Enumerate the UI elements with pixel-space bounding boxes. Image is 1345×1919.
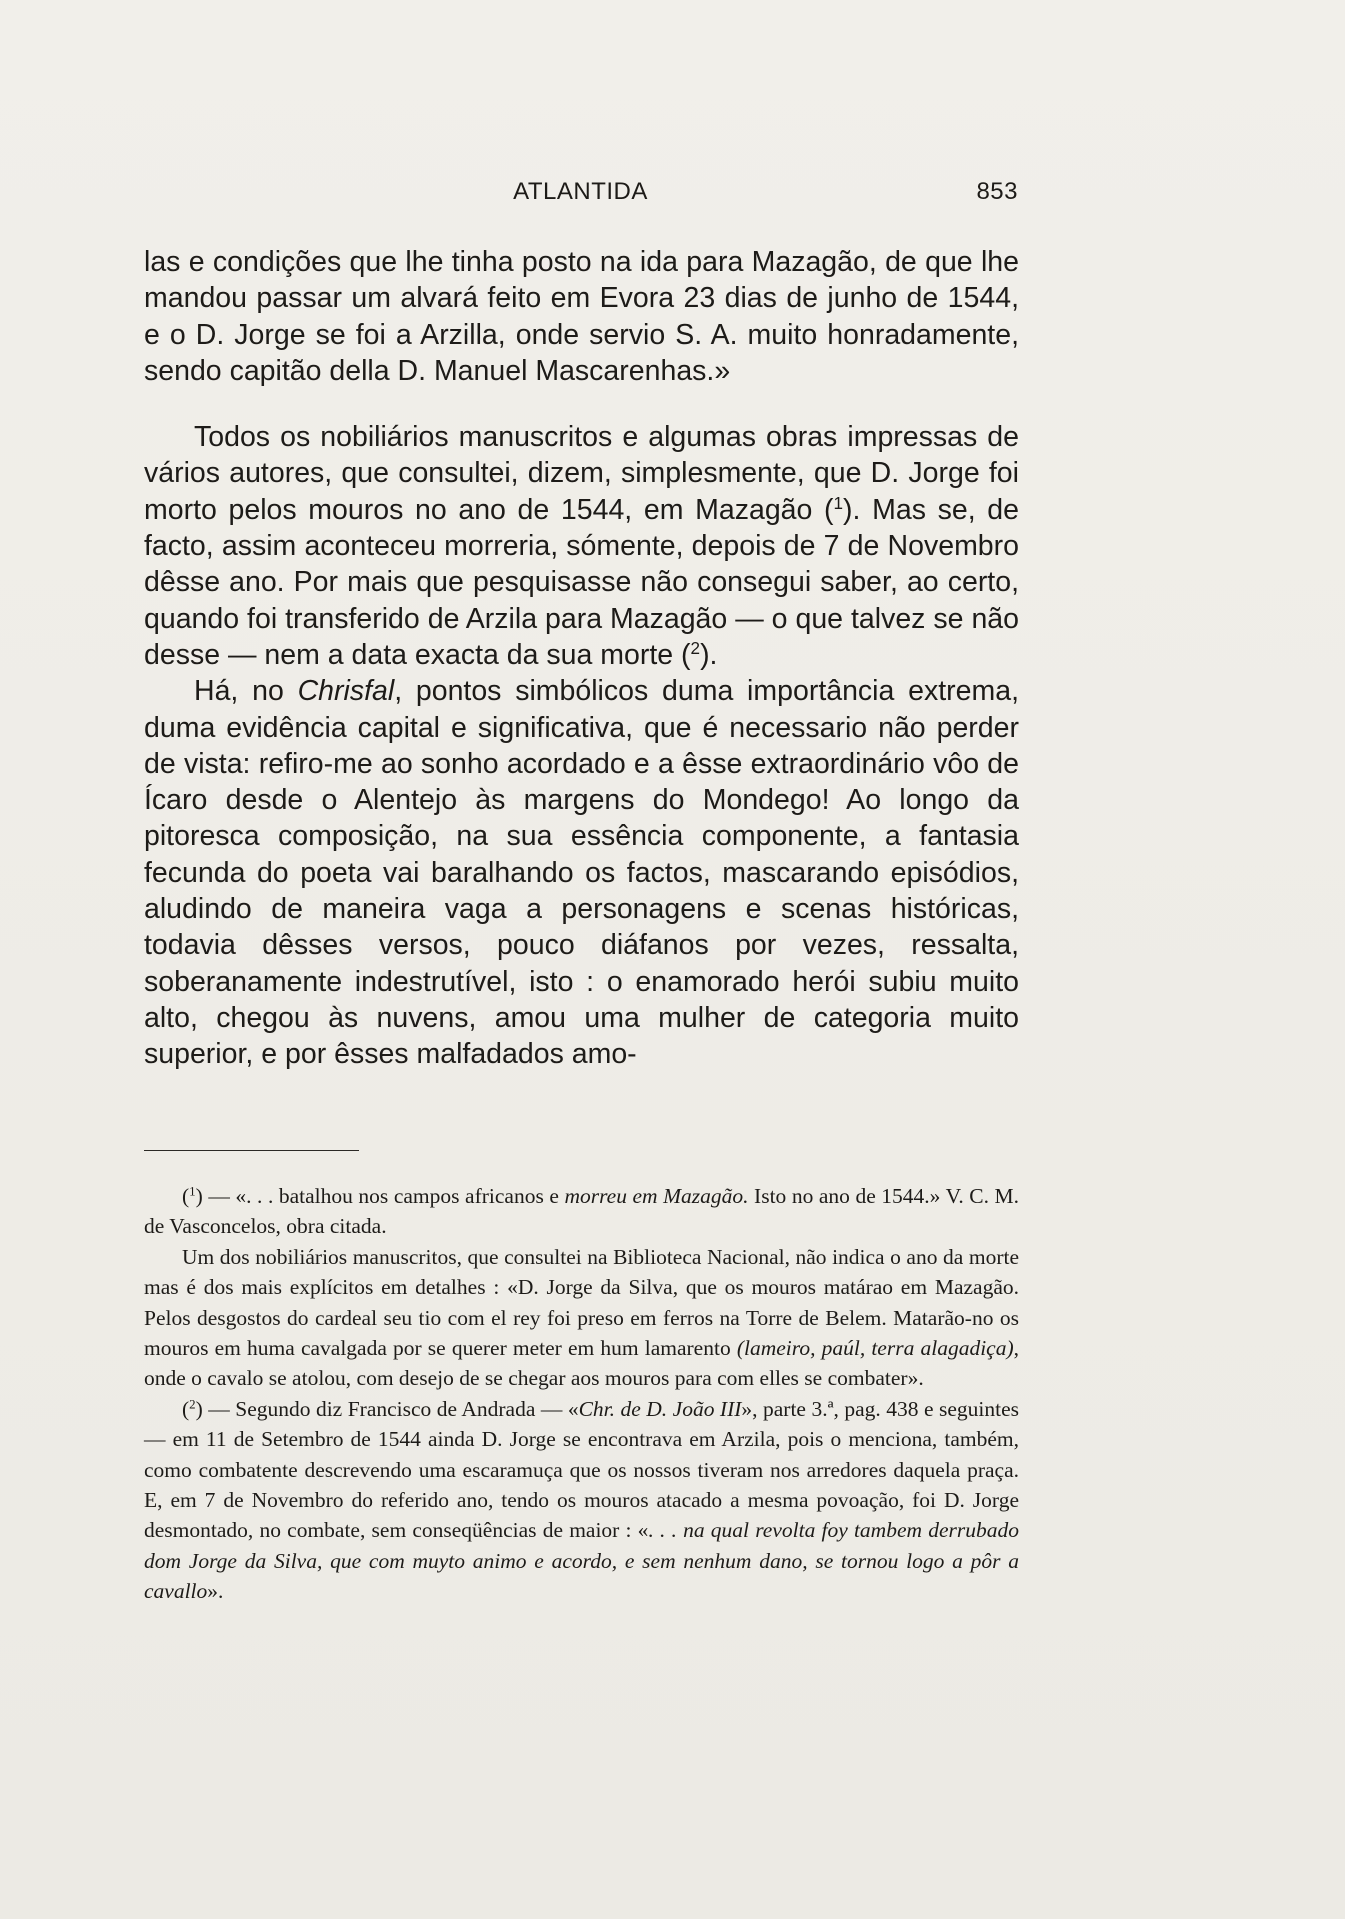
footnote-text: ». [207, 1579, 224, 1604]
page-number: 853 [976, 178, 1018, 205]
paragraph-text: , pontos simbólicos duma importância extrema, duma evidência capital e significativa, que é necessario não perder de vista: refiro-me ao sonho acordado e a êsse extraordinário vôo de Ícaro desde o Alentejo às margens do Mondego! Ao longo da pitoresca composição, na sua essência componente, a fantasia fecunda do poeta vai baralhando os factos, mascarando episódios, aludindo de maneira vaga a personagens e scenas históricas, todavia dêsses versos, pouco diáfanos por vezes, ressalta, soberanamente indestrutível, isto : o enamorado herói subiu muito alto, chegou às nuvens, amou uma mulher de categoria muito superior, e por êsses malfadados amo- [144, 675, 1019, 1071]
footnotes [144, 1181, 1019, 1607]
footnote-italic: . . . na qual revolta foy tambem derrubado dom Jorge da Silva, que com muyto animo e acordo, e sem nenhum dano, se tornou logo a pôr a cavallo [144, 1518, 1019, 1604]
footnote-1-continuation [144, 1242, 1019, 1394]
footnote-separator [144, 1150, 359, 1151]
running-title: ATLANTIDA [513, 178, 648, 205]
paragraph-text: Há, no [194, 675, 298, 708]
footnote-2 [144, 1394, 1019, 1607]
footnote-text: Isto no ano de 1544.» V. C. M. de Vasconcelos, obra citada. [144, 1184, 1019, 1239]
body-text [144, 244, 1019, 1073]
footnote-1 [144, 1181, 1019, 1242]
paragraph-quote-ending [144, 244, 1019, 389]
footnote-italic: morreu em Mazagão. [564, 1184, 749, 1208]
paragraph-text: Todos os nobiliários manuscritos e algumas obras impressas de vários autores, que consultei, dizem, simplesmente, que D. Jorge foi morto pelos mouros no ano de 1544, em Mazagão ( [144, 421, 1019, 526]
paragraph-text: las e condições que lhe tinha posto na ida para Mazagão, de que lhe mandou passar um alvará feito em Evora 23 dias de junho de 1544, e o D. Jorge se foi a Arzilla, onde servio S. A. muito honradamente, sendo capitão della D. Manuel Mascarenhas.» [144, 246, 1019, 387]
footnote-reference-2: 2 [690, 638, 701, 658]
running-header [143, 178, 1018, 214]
footnote-open: ( [182, 1396, 190, 1421]
footnote-text: , onde o cavalo se atolou, com desejo de se chegar aos mouros para com elles se combater». [144, 1336, 1019, 1391]
footnote-1-marker: 1 [189, 1184, 196, 1199]
footnote-open: ( [182, 1184, 190, 1208]
footnote-text: ) — Segundo diz Francisco de Andrada — « [195, 1396, 579, 1421]
work-title-italic: Chrisfal [297, 675, 395, 708]
footnote-text: ) — «. . . batalhou nos campos africanos e [195, 1184, 565, 1208]
paragraph-text: ). [700, 638, 718, 671]
paragraph-chrisfal [144, 673, 1019, 1072]
paragraph-text: ). Mas se, de facto, assim aconteceu morreria, sómente, depois de 7 de Novembro dêsse ano. Por mais que pesquisasse não consegui saber, ao certo, quando foi transferido de Arzila para Mazagão — o que talvez se não desse — nem a data exacta da sua morte ( [144, 493, 1019, 671]
footnote-italic: Chr. de D. João III [578, 1396, 742, 1421]
footnote-italic: (lameiro, paúl, terra alagadiça) [736, 1336, 1014, 1361]
footnote-text: », parte 3.ª, pag. 438 e seguintes — em 11 de Setembro de 1544 ainda D. Jorge se encontrava em Arzila, pois o menciona, também, como combatente descrevendo uma escaramuça que os nossos tiveram nos arredores daquela praça. E, em 7 de Novembro do referido ano, tendo os mouros atacado a mesma povoação, foi D. Jorge desmontado, no combate, sem conseqüências de maior : « [144, 1396, 1020, 1543]
footnote-reference-1: 1 [833, 493, 844, 513]
footnote-text: Um dos nobiliários manuscritos, que consultei na Biblioteca Nacional, não indica o ano da morte mas é dos mais explícitos em detalhes : «D. Jorge da Silva, que os mouros matárao em Mazagão. Pelos desgostos do cardeal seu tio com el rey foi preso em ferros na Torre de Belem. Matarão-no os mouros em huma cavalgada por se querer meter em hum lamarento [144, 1244, 1019, 1361]
footnote-2-marker: 2 [189, 1397, 196, 1412]
paragraph-nobiliarios [144, 419, 1019, 673]
